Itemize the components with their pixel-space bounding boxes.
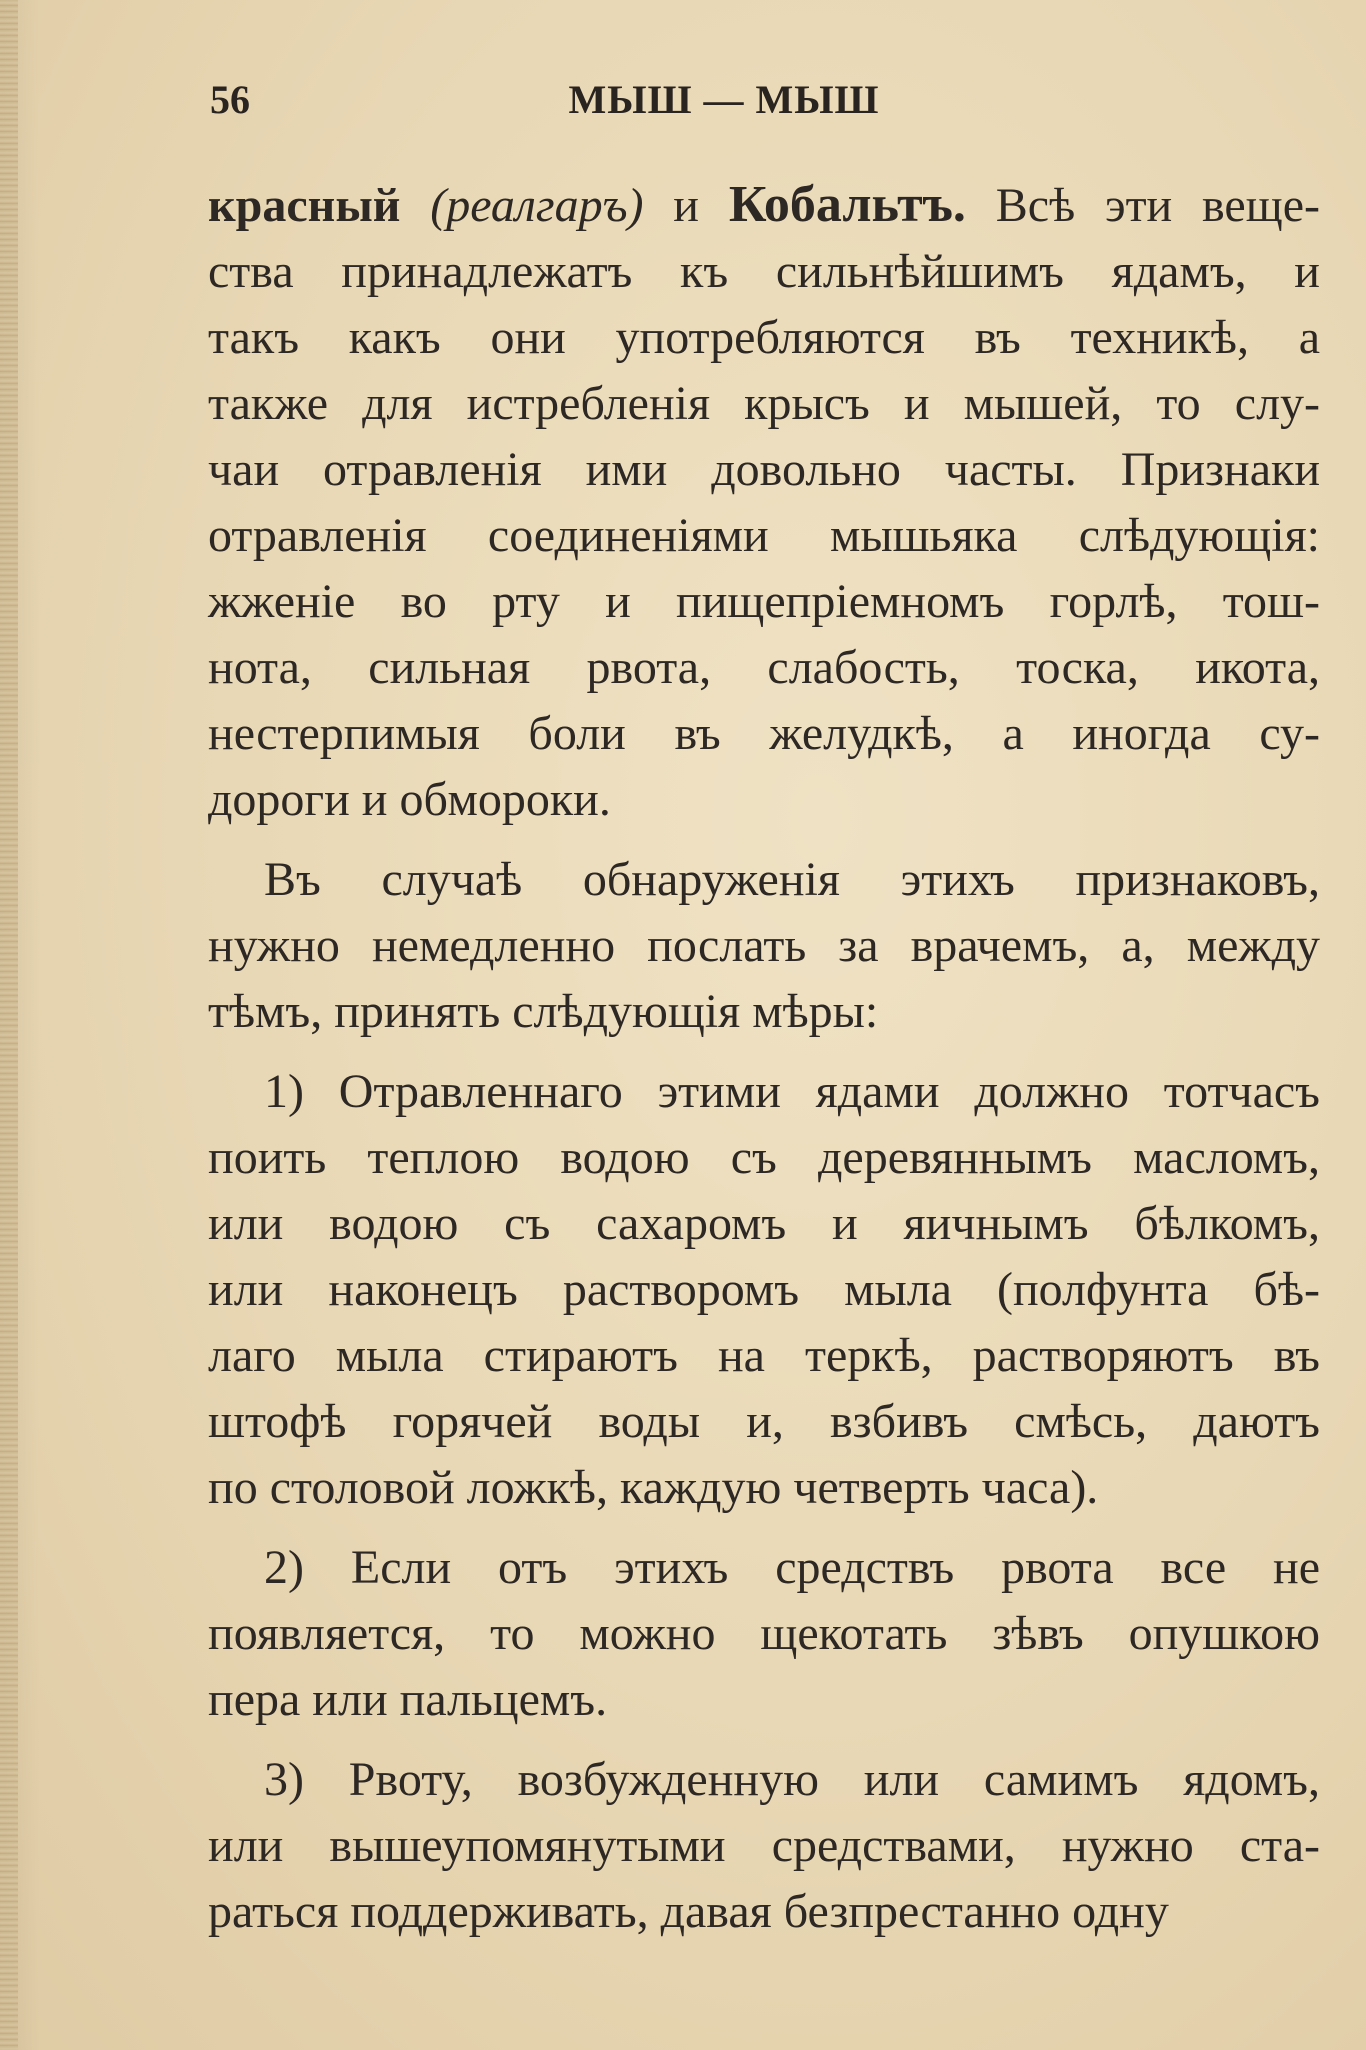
text-line bbox=[208, 1125, 1320, 1191]
text-segment: Всѣ эти веще- bbox=[965, 179, 1320, 232]
text-line bbox=[208, 503, 1320, 569]
text-segment: нужно немедленно послать за врачемъ, а, между bbox=[208, 919, 1320, 972]
text-line bbox=[208, 1535, 1320, 1601]
text-line bbox=[208, 437, 1320, 503]
book-spine-edge bbox=[0, 0, 18, 2050]
text-line bbox=[208, 767, 1320, 833]
text-segment: по столовой ложкѣ, каждую четверть часа). bbox=[208, 1461, 1099, 1514]
text-segment: такъ какъ они употребляются въ техникѣ, а bbox=[208, 311, 1320, 364]
text-segment: 3) Рвоту, возбужденную или самимъ ядомъ, bbox=[264, 1753, 1320, 1806]
text-segment: поить теплою водою съ деревяннымъ масломъ, bbox=[208, 1131, 1320, 1184]
text-segment: отравленія соединеніями мышьяка слѣдующія: bbox=[208, 509, 1320, 562]
paragraph bbox=[208, 172, 1320, 833]
text-segment: ства принадлежатъ къ сильнѣйшимъ ядамъ, и bbox=[208, 245, 1320, 298]
text-segment: (реалгаръ) bbox=[430, 179, 644, 232]
text-line bbox=[208, 1389, 1320, 1455]
text-line bbox=[208, 1191, 1320, 1257]
paragraph bbox=[208, 1059, 1320, 1521]
text-segment: красный bbox=[208, 179, 431, 232]
text-line bbox=[208, 1667, 1320, 1733]
text-segment: 2) Если отъ этихъ средствъ рвота все не bbox=[264, 1541, 1320, 1594]
text-segment: раться поддерживать, давая безпрестанно одну bbox=[208, 1885, 1169, 1938]
text-line bbox=[208, 1323, 1320, 1389]
text-line bbox=[208, 1455, 1320, 1521]
text-line bbox=[208, 371, 1320, 437]
text-line bbox=[208, 847, 1320, 913]
text-line bbox=[208, 701, 1320, 767]
text-segment: жженіе во рту и пищепріемномъ горлѣ, тош- bbox=[208, 575, 1320, 628]
text-segment: чаи отравленія ими довольно часты. Признаки bbox=[208, 443, 1320, 496]
paragraph bbox=[208, 847, 1320, 1045]
paragraph bbox=[208, 1535, 1320, 1733]
running-head-title: МЫШ — МЫШ bbox=[568, 77, 880, 122]
text-line bbox=[208, 1059, 1320, 1125]
text-segment: нота, сильная рвота, слабость, тоска, икота, bbox=[208, 641, 1320, 694]
text-segment: появляется, то можно щекотать зѣвъ опушкою bbox=[208, 1607, 1320, 1660]
text-segment: или вышеупомянутыми средствами, нужно ста- bbox=[208, 1819, 1320, 1872]
text-line bbox=[208, 239, 1320, 305]
running-head bbox=[210, 76, 1318, 136]
text-line bbox=[208, 1813, 1320, 1879]
text-line bbox=[208, 1747, 1320, 1813]
text-line bbox=[208, 979, 1320, 1045]
text-segment: тѣмъ, принять слѣдующія мѣры: bbox=[208, 985, 879, 1038]
text-line bbox=[208, 569, 1320, 635]
text-segment: 1) Отравленнаго этими ядами должно тотчасъ bbox=[264, 1065, 1320, 1118]
text-segment: или водою съ сахаромъ и яичнымъ бѣлкомъ, bbox=[208, 1197, 1320, 1250]
text-segment: дороги и обмороки. bbox=[208, 773, 611, 826]
text-segment: лаго мыла стираютъ на теркѣ, растворяютъ въ bbox=[208, 1329, 1320, 1382]
text-segment: также для истребленія крысъ и мышей, то слу- bbox=[208, 377, 1320, 430]
text-line bbox=[208, 172, 1320, 239]
text-segment: Въ случаѣ обнаруженія этихъ признаковъ, bbox=[264, 853, 1320, 906]
text-segment: пера или пальцемъ. bbox=[208, 1673, 608, 1726]
paragraph bbox=[208, 1747, 1320, 1945]
text-segment: или наконецъ растворомъ мыла (полфунта бѣ- bbox=[208, 1263, 1320, 1316]
text-line bbox=[208, 913, 1320, 979]
text-line bbox=[208, 1879, 1320, 1945]
text-segment: нестерпимыя боли въ желудкѣ, а иногда су- bbox=[208, 707, 1320, 760]
text-segment: штофѣ горячей воды и, взбивъ смѣсь, даютъ bbox=[208, 1395, 1320, 1448]
text-line bbox=[208, 1257, 1320, 1323]
page-number: 56 bbox=[210, 77, 250, 122]
body-text bbox=[208, 172, 1320, 1945]
text-line bbox=[208, 635, 1320, 701]
text-segment: и bbox=[643, 179, 729, 232]
text-segment: Кобальтъ. bbox=[728, 176, 966, 233]
text-line bbox=[208, 1601, 1320, 1667]
text-line bbox=[208, 305, 1320, 371]
